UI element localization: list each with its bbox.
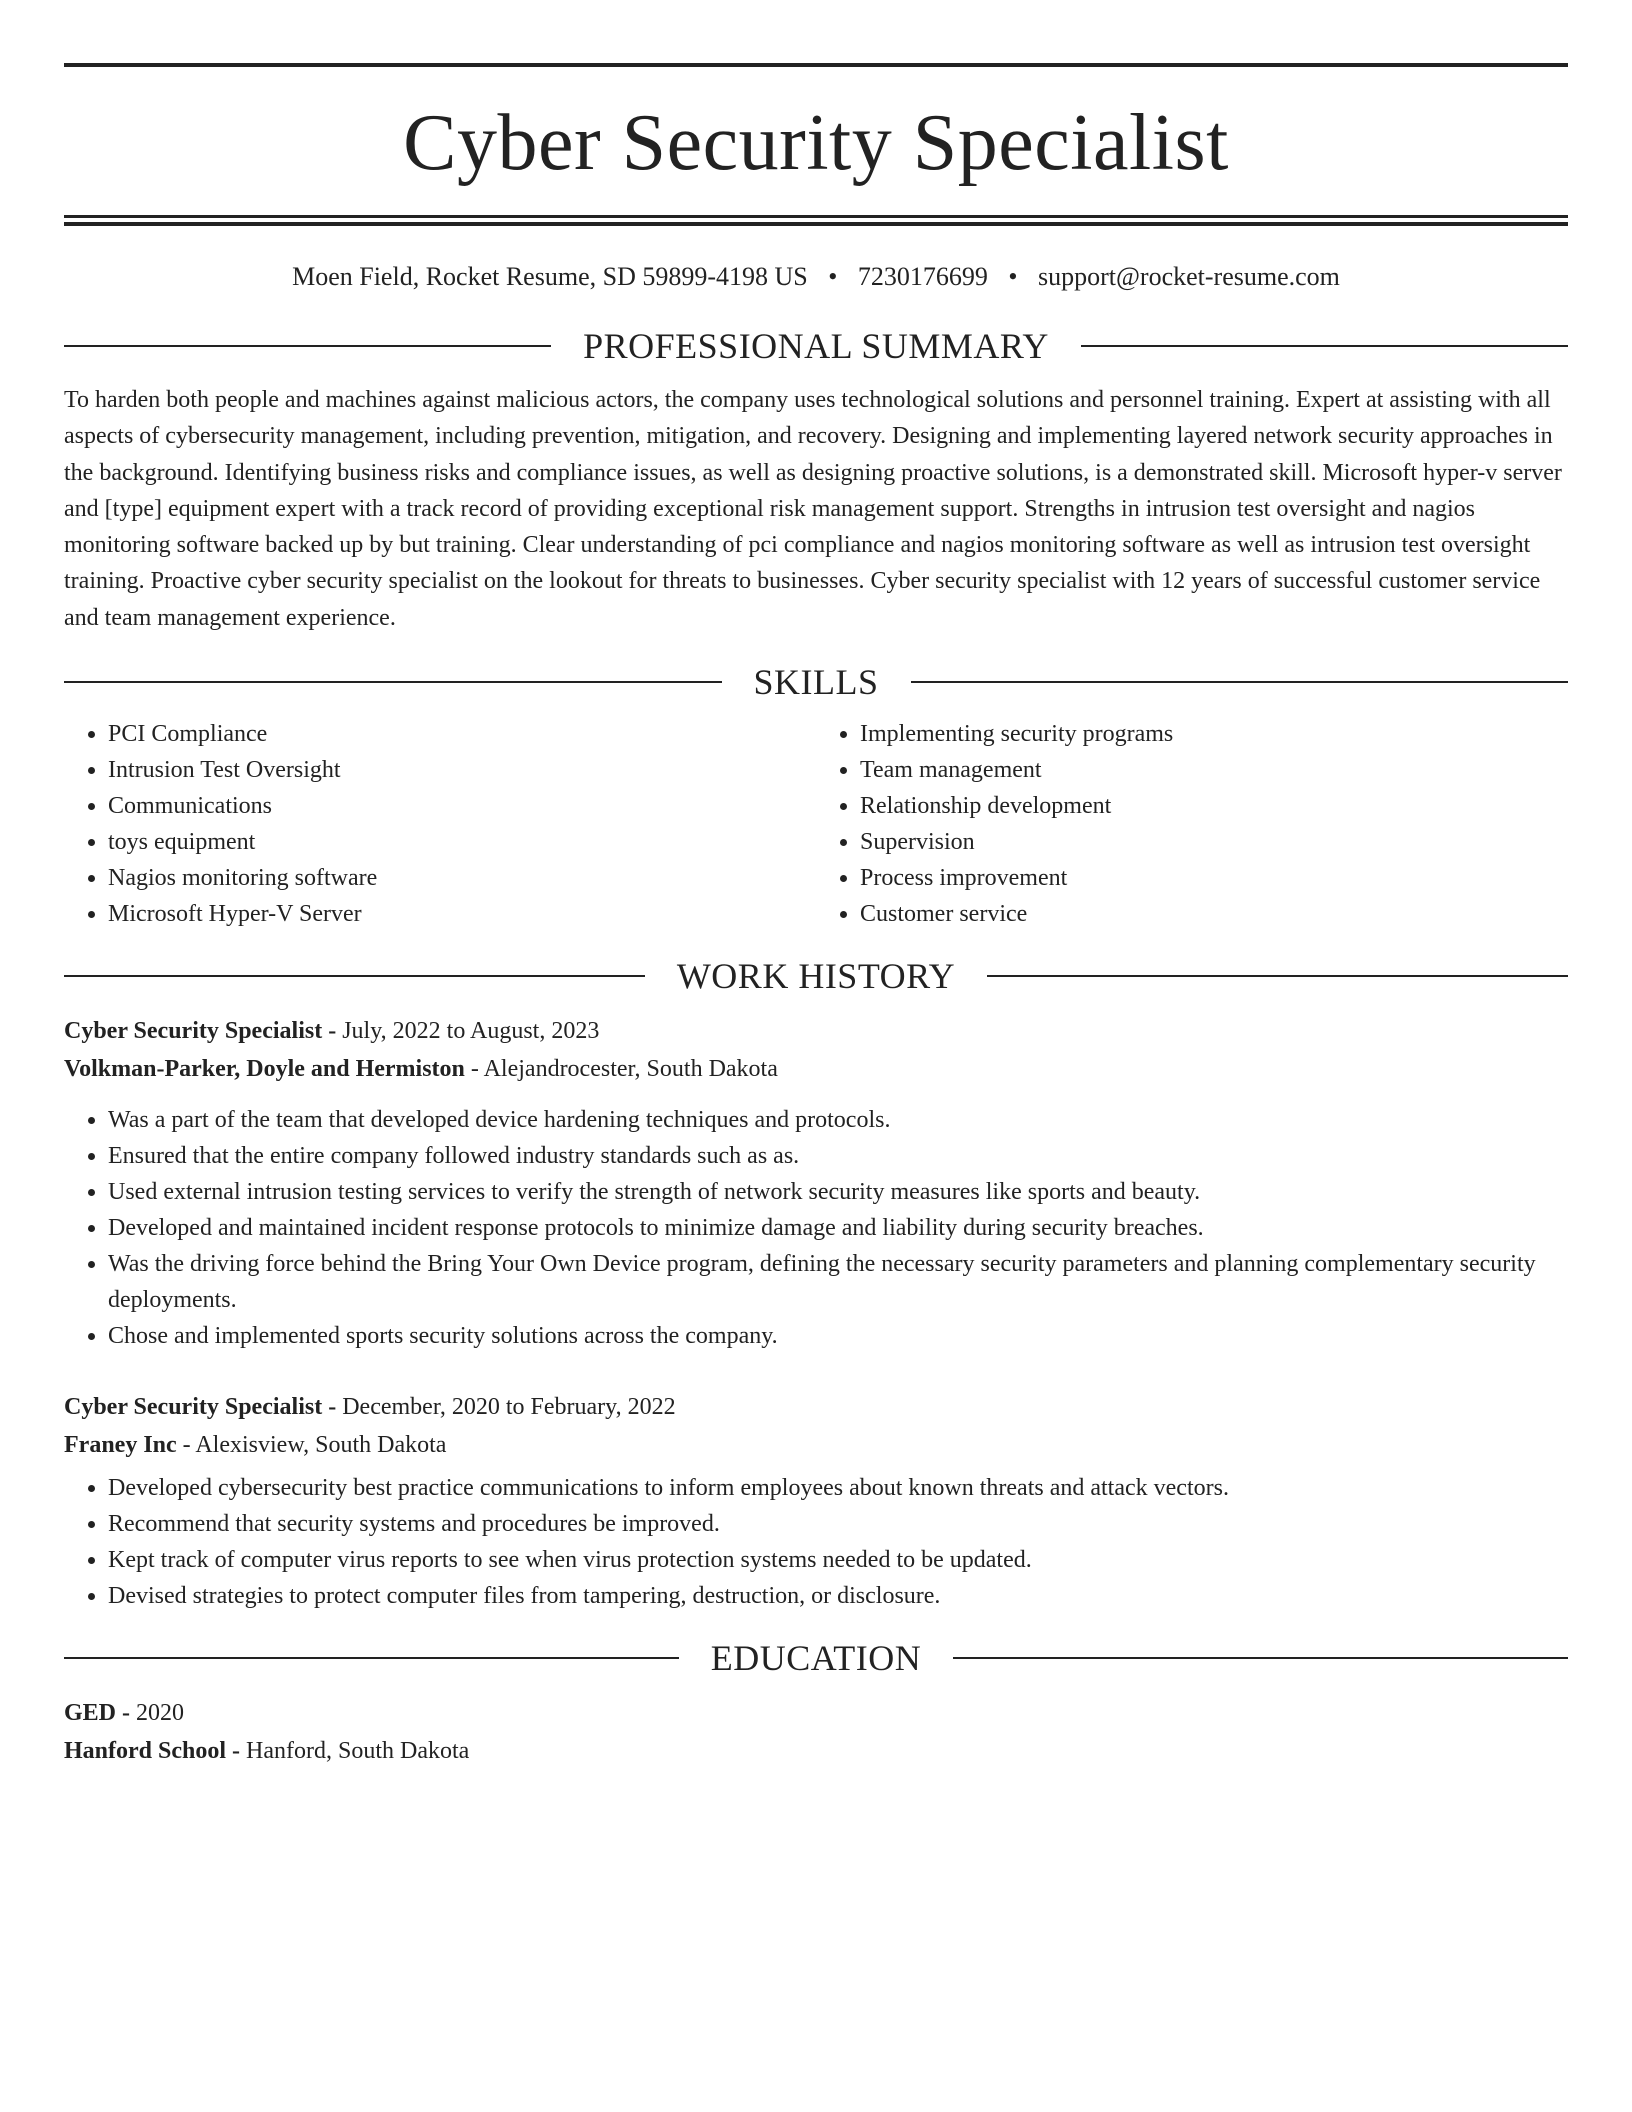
- job-bullet: • Ensured that the entire company followed industry standards such as as.: [108, 1138, 1568, 1174]
- job-entry: [64, 1388, 1568, 1614]
- education-dash: -: [122, 1700, 131, 1727]
- top-rule: [64, 63, 1568, 67]
- education-dash: -: [232, 1738, 241, 1765]
- contact-separator: •: [828, 262, 838, 291]
- job-location: Alejandrocester, South Dakota: [483, 1056, 778, 1083]
- skill-item: • Relationship development: [860, 788, 1568, 824]
- skills-column-left: [64, 716, 816, 932]
- job-bullets: [64, 1470, 1568, 1614]
- skill-item: • Microsoft Hyper-V Server: [108, 896, 816, 932]
- job-company-line: [64, 1426, 1568, 1464]
- job-title: Cyber Security Specialist: [64, 1018, 323, 1045]
- heading-rule-right: [987, 975, 1568, 977]
- work-heading: [64, 954, 1568, 998]
- job-title: Cyber Security Specialist: [64, 1394, 323, 1421]
- job-dash: -: [470, 1056, 479, 1083]
- heading-rule-right: [911, 681, 1569, 683]
- job-company: Franey Inc: [64, 1432, 177, 1459]
- resume-content: [64, 63, 1568, 1770]
- contact-email: support@rocket-resume.com: [1037, 262, 1340, 291]
- education-year: 2020: [136, 1700, 185, 1727]
- heading-rule-left: [64, 975, 645, 977]
- skills-column-right: [816, 716, 1568, 932]
- education-heading-title: EDUCATION: [710, 1638, 922, 1679]
- skill-item: • PCI Compliance: [108, 716, 816, 752]
- skill-item: • Communications: [108, 788, 816, 824]
- skills-heading: [64, 660, 1568, 704]
- job-bullet: • Developed and maintained incident response protocols to minimize damage and liability during security breaches.: [108, 1210, 1568, 1246]
- summary-text: To harden both people and machines against malicious actors, the company uses technological solutions and personnel training. Expert at assisting with all aspects of cybersecurity management, including prevention, mitigation, and recovery. Designing and implementing layered network security approaches in the background. Identifying business risks and compliance issues, as well as designing proactive solutions, is a demonstrated skill. Microsoft hyper-v server and [type] equipment expert with a track record of providing exceptional risk management support. Strengths in intrusion test oversight and nagios monitoring software backed up by but training. Clear understanding of pci compliance and nagios monitoring software as well as intrusion test oversight training. Proactive cyber security specialist on the lookout for threats to businesses. Cyber security specialist with 12 years of successful customer service and team management experience.: [64, 387, 1562, 631]
- skill-item: • Process improvement: [860, 860, 1568, 896]
- job-bullet: • Chose and implemented sports security solutions across the company.: [108, 1318, 1568, 1354]
- skill-item: • Intrusion Test Oversight: [108, 752, 816, 788]
- job-bullet: • Kept track of computer virus reports to see when virus protection systems needed to be updated.: [108, 1542, 1568, 1578]
- contact-separator: •: [1008, 262, 1018, 291]
- job-bullet: • Developed cybersecurity best practice communications to inform employees about known threats and attack vectors.: [108, 1470, 1568, 1506]
- job-dash: -: [182, 1432, 191, 1459]
- job-dates: December, 2020 to February, 2022: [342, 1394, 676, 1421]
- job-title-line: [64, 1388, 1568, 1426]
- education-degree-line: [64, 1694, 1568, 1732]
- education-location: Hanford, South Dakota: [246, 1738, 470, 1765]
- candidate-name: Cyber Security Specialist: [403, 99, 1229, 187]
- summary-heading-title: PROFESSIONAL SUMMARY: [583, 326, 1049, 366]
- education-entry: [64, 1694, 1568, 1770]
- education-school: Hanford School: [64, 1738, 227, 1765]
- skill-item: • toys equipment: [108, 824, 816, 860]
- skills-heading-title: SKILLS: [753, 662, 879, 703]
- job-company-line: [64, 1050, 1568, 1088]
- job-bullet: • Was a part of the team that developed device hardening techniques and protocols.: [108, 1102, 1568, 1138]
- job-bullet: • Used external intrusion testing services to verify the strength of network security measures like sports and beauty.: [108, 1174, 1568, 1210]
- education-school-line: [64, 1732, 1568, 1770]
- double-rule: [64, 215, 1568, 226]
- education-degree: GED: [64, 1700, 117, 1727]
- job-dates: July, 2022 to August, 2023: [342, 1018, 600, 1045]
- job-title-line: [64, 1012, 1568, 1050]
- skill-item: • Nagios monitoring software: [108, 860, 816, 896]
- job-company: Volkman-Parker, Doyle and Hermiston: [64, 1056, 465, 1083]
- heading-rule-left: [64, 345, 551, 347]
- heading-rule-right: [1081, 345, 1568, 347]
- heading-rule-left: [64, 681, 722, 683]
- job-dash: -: [328, 1018, 337, 1045]
- job-bullets: [64, 1102, 1568, 1354]
- heading-rule-right: [953, 1657, 1568, 1659]
- work-heading-title: WORK HISTORY: [676, 956, 956, 997]
- job-bullet: • Recommend that security systems and procedures be improved.: [108, 1506, 1568, 1542]
- job-location: Alexisview, South Dakota: [195, 1432, 447, 1459]
- job-entry: [64, 1012, 1568, 1354]
- contact-line: [64, 260, 1568, 294]
- skill-item: • Implementing security programs: [860, 716, 1568, 752]
- contact-address: Moen Field, Rocket Resume, SD 59899-4198 US: [292, 262, 808, 291]
- job-bullet: • Devised strategies to protect computer files from tampering, destruction, or disclosure.: [108, 1578, 1568, 1614]
- skill-item: • Team management: [860, 752, 1568, 788]
- education-heading: [64, 1636, 1568, 1680]
- skill-item: • Supervision: [860, 824, 1568, 860]
- contact-phone: 7230176699: [857, 262, 988, 291]
- job-dash: -: [328, 1394, 337, 1421]
- heading-rule-left: [64, 1657, 679, 1659]
- job-bullet: • Was the driving force behind the Bring Your Own Device program, defining the necessary security parameters and planning complementary security deployments.: [108, 1246, 1568, 1318]
- skill-item: • Customer service: [860, 896, 1568, 932]
- summary-heading: [64, 324, 1568, 368]
- skills-list: [64, 716, 1568, 932]
